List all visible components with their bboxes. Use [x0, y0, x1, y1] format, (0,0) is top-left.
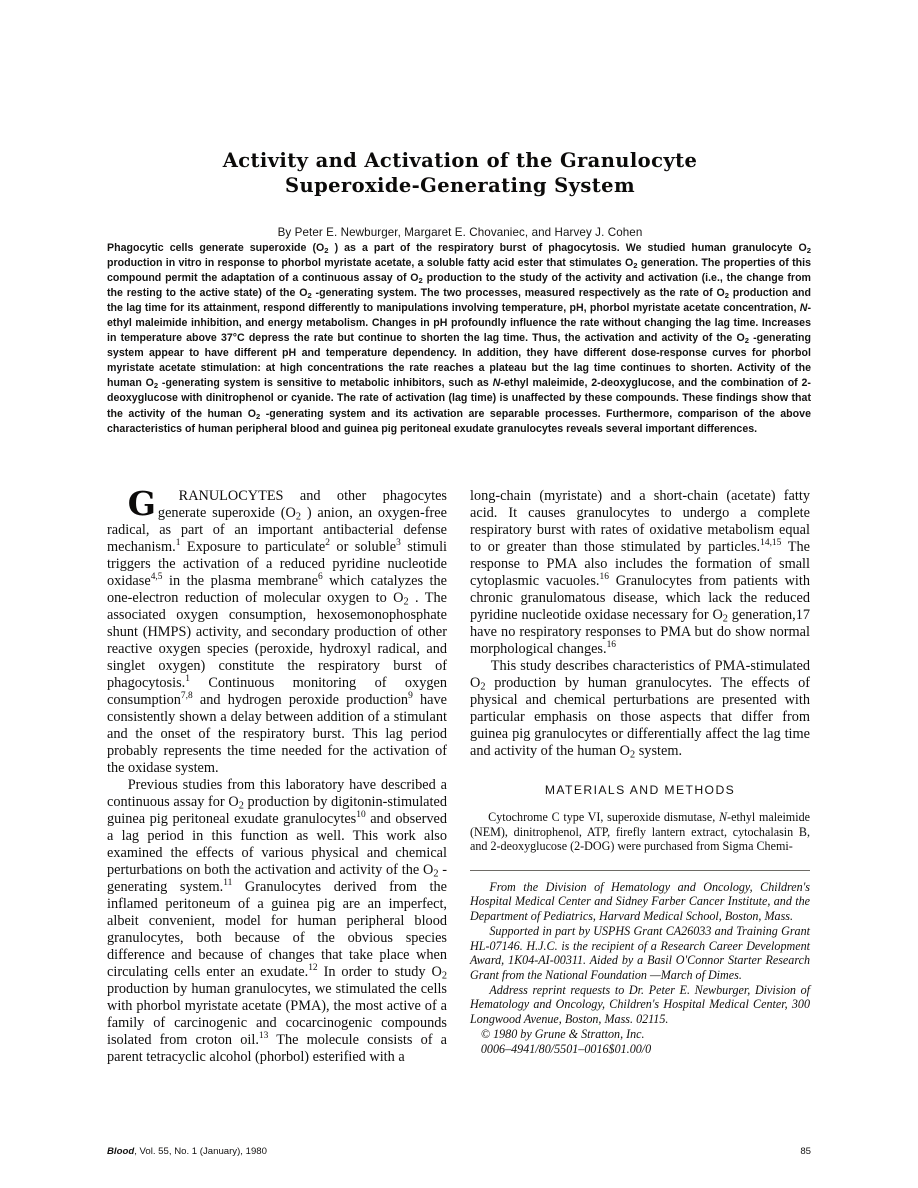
body-paragraph-2: Previous studies from this laboratory have described a continuous assay for $O_2$ production by digitonin-stimulated guinea pig peritoneal exudate granulocytes$^{10}$ and observed a lag period in this function as well. This work also examined the effects of various physical and chemical perturbations on both the activation and activity of the $O_2$ -generating system.$^{11}$ Granulocytes derived from the inflamed peritoneum of a guinea pig are an imperfect, albeit convenient, model for human peripheral blood granulocytes, both because of the obvious species difference and because of changes that take place when circulating cells enter an exudate.$^{12}$ In order to study $O_2$ production by human granulocytes, we stimulated the cells with phorbol myristate acetate (PMA), the most active of a family of carcinogenic and cocarcinogenic compounds isolated from croton oil.$^{13}$ The molecule consists of a parent tetracyclic alcohol (phorbol) esterified with a	[107, 777, 448, 1065]
methods-body	[470, 810, 810, 854]
author-byline: By Peter E. Newburger, Margaret E. Chovaniec, and Harvey J. Cohen	[277, 226, 643, 239]
body-paragraph-3: long-chain (myristate) and a short-chain (acetate) fatty acid. It causes granulocytes to undergo a complete respiratory burst with rates of oxidative metabolism equal to or greater than those stimulated by particles.$^{14,15}$ The response to PMA also includes the formation of small cytoplasmic vacuoles.$^{16}$ Granulocytes from patients with chronic granulomatous disease, which lack the reduced pyridine nucleotide oxidase necessary for $O_2$ generation,17 have no respiratory responses to PMA but do show normal morphological changes.$^{16}$	[470, 488, 811, 657]
body-paragraph-1-text: RANULOCYTES and other phagocytes generate superoxide ($O_2$ ) anion, an oxygen-free radical, as part of an important antibacterial defense mechanism.$^1$ Exposure to particulate$^2$ or soluble$^3$ stimuli triggers the activation of a reduced pyridine nucleotide oxidase$^{4,5}$ in the plasma membrane$^6$ which catalyzes the one-electron reduction of molecular oxygen to $O_2$ . The associated oxygen consumption, hexosemonophosphate shunt (HMPS) activity, and secondary production of other reactive oxygen species (peroxide, hydroxyl radical, and singlet oxygen) constitute the respiratory burst of phagocytosis.$^1$ Continuous monitoring of oxygen consumption$^{7,8}$ and hydrogen peroxide production$^9$ have consistently shown a delay between addition of a stimulant and the onset of the respiratory burst. This lag period probably represents the time needed for the activation of the oxidase system.	[107, 488, 448, 776]
body-column-right	[470, 488, 810, 1056]
body-paragraph-4: This study describes characteristics of PMA-stimulated $O_2$ production by human granulocytes. The effects of physical and chemical perturbations are presented with particular emphasis on those aspects that differ from guinea pig granulocytes or differentially affect the lag time and activity of the human $O_2$ system.	[470, 658, 810, 761]
footnote-divider	[470, 870, 810, 871]
section-heading-materials-and-methods: MATERIALS AND METHODS	[544, 783, 736, 797]
methods-paragraph-1: Cytochrome C type VI, superoxide dismutase, N-ethyl maleimide (NEM), dinitrophenol, ATP, firefly lantern extract, cytochalasin B, and 2-deoxyglucose (2-DOG) were purchased from Sigma Chemi-	[470, 810, 810, 854]
journal-citation	[107, 1146, 267, 1157]
body-column-left	[107, 484, 448, 1066]
abstract-text: Phagocytic cells generate superoxide ($O_2$ ) as a part of the respiratory burst of phagocytosis. We studied human granulocyte $O_2$ production in vitro in response to phorbol myristate acetate, a soluble fatty acid ester that stimulates $O_2$ generation. The properties of this compound permit the adaptation of a continuous assay of $O_2$ production to the study of the activity and activation (i.e., the change from the resting to the active state) of the $O_2$ -generating system. The two processes, measured respectively as the rate of $O_2$ production and the lag time for its attainment, respond differently to manipulations involving temperature, pH, phorbol myristate acetate concentration, N-ethyl maleimide inhibition, and energy metabolism. Changes in pH profoundly influence the rate without changing the lag time. Increases in temperature above 37°C depress the rate but continue to shorten the lag time. Thus, the activation and activity of the $O_2$ -generating system appear to have different pH and temperature dependency. In addition, they have different dose-response curves for phorbol myristate acetate stimulation: at high concentrations the rate reaches a plateau but the lag time continues to shorten. Activity of the human $O_2$ -generating system is sensitive to metabolic inhibitors, such as N-ethyl maleimide, 2-deoxyglucose, and the combination of 2-deoxyglucose with dinitrophenol or cyanide. The rate of activation (lag time) is unaffected by these compounds. These findings show that the activity of the human $O_2$ -generating system and its activation are separable processes. Furthermore, comparison of the above characteristics of human peripheral blood and guinea pig peritoneal exudate granulocytes reveals several important differences.	[107, 242, 811, 435]
footnote-affiliation: From the Division of Hematology and Oncology, Children's Hospital Medical Center and Sidney Farber Cancer Institute, and the Department of Pediatrics, Harvard Medical School, Boston, Mass.	[470, 879, 810, 924]
body-paragraph-1	[107, 484, 448, 777]
title-line-1: Activity and Activation of the Granulocyte	[222, 149, 698, 172]
journal-volume-issue: , Vol. 55, No. 1 (January), 1980	[134, 1146, 267, 1157]
footnote-copyright: © 1980 by Grune & Stratton, Inc.	[480, 1026, 645, 1041]
page-number: 85	[800, 1146, 811, 1157]
title-line-2: Superoxide-Generating System	[285, 174, 635, 197]
page-title	[104, 148, 816, 198]
title-block	[104, 148, 816, 240]
drop-cap-letter: G	[127, 484, 156, 523]
page-footer	[107, 1146, 811, 1157]
footnote-reprints: Address reprint requests to Dr. Peter E. Newburger, Division of Hematology and Oncology, Children's Hospital Medical Center, 300 Longwood Avenue, Boston, Mass. 02115.	[470, 982, 810, 1027]
footnote-support: Supported in part by USPHS Grant CA26033 and Training Grant HL-07146. H.J.C. is the recipient of a Research Career Development Award, 1K04-AI-00311. Aided by a Basil O'Connor Starter Research Grant from the National Foundation —March of Dimes.	[470, 923, 810, 982]
journal-name: Blood	[107, 1146, 135, 1157]
footnote-issn-code: 0006–4941/80/5501–0016$01.00/0	[480, 1041, 652, 1056]
footnote-block	[470, 880, 810, 1056]
